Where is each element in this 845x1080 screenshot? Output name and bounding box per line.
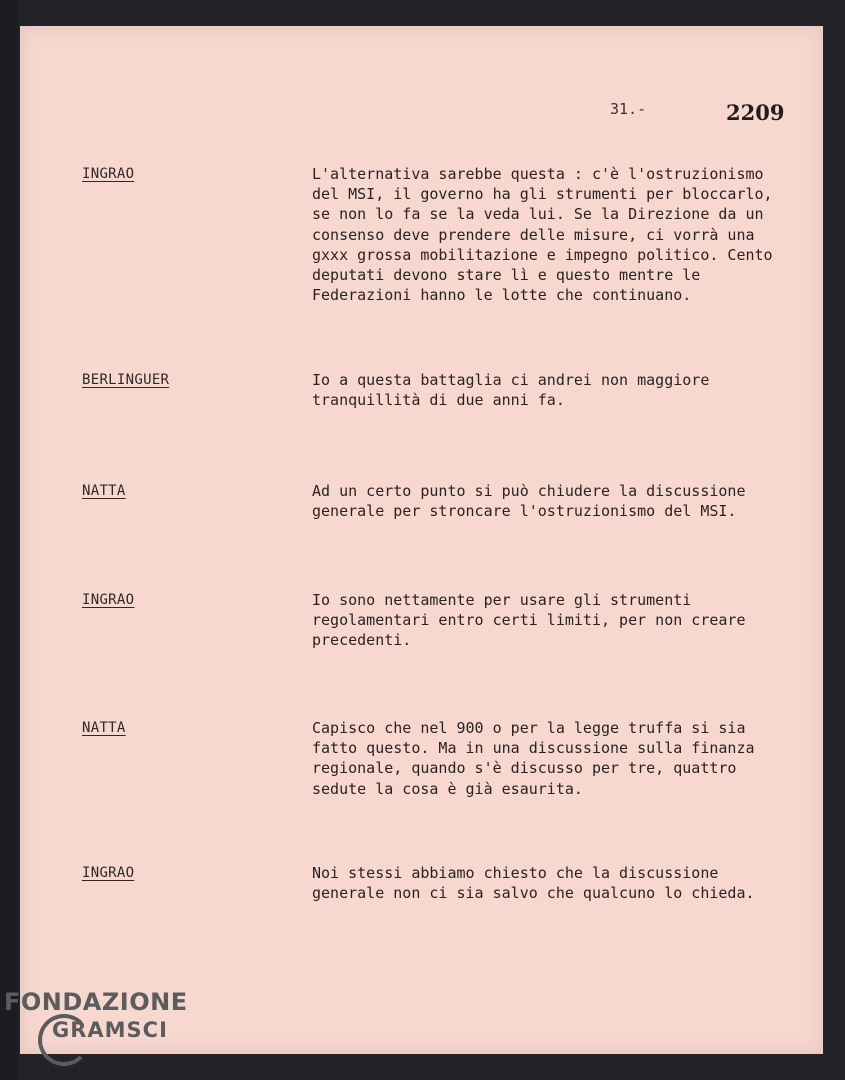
speech-text: Ad un certo punto si può chiudere la discussione generale per stroncare l'ostruzionismo del MSI. [312, 482, 746, 521]
speaker-name: INGRAO [82, 865, 135, 881]
document-number: 2209 [726, 100, 785, 125]
speaker-name: NATTA [82, 720, 126, 736]
speaker-name: INGRAO [82, 166, 135, 182]
speech-text: Io a questa battaglia ci andrei non maggiore tranquillità di due anni fa. [312, 371, 710, 410]
watermark-line2: GRAMSCI [52, 1018, 168, 1042]
speech-text: Io sono nettamente per usare gli strumenti regolamentari entro certi limiti, per non creare precedenti. [312, 591, 746, 650]
speech-text: Capisco che nel 900 o per la legge truffa si sia fatto questo. Ma in una discussione sulla finanza regionale, quando s'è discusso per tre, quattro sedute la cosa è già esaurita. [312, 719, 755, 798]
speaker-name: NATTA [82, 483, 126, 499]
fondazione-gramsci-watermark [4, 988, 214, 1068]
speaker-name: INGRAO [82, 592, 135, 608]
document-page [20, 26, 823, 1054]
speech-text: L'alternativa sarebbe questa : c'è l'ostruzionismo del MSI, il governo ha gli strumenti per bloccarlo, se non lo fa se la veda lui. Se la Direzione da un consenso deve prendere delle misure, ci vorrà una gxxx grossa mobilitazione e impegno politico. Cento deputati devono stare lì e questo mentre le Federazioni hanno le lotte che continuano. [312, 165, 773, 305]
speaker-name: BERLINGUER [82, 372, 170, 388]
page-number: 31.- [610, 100, 647, 118]
scan-background [0, 0, 18, 1080]
watermark-line1: FONDAZIONE [4, 988, 188, 1016]
speech-text: Noi stessi abbiamo chiesto che la discussione generale non ci sia salvo che qualcuno lo chieda. [312, 864, 755, 903]
